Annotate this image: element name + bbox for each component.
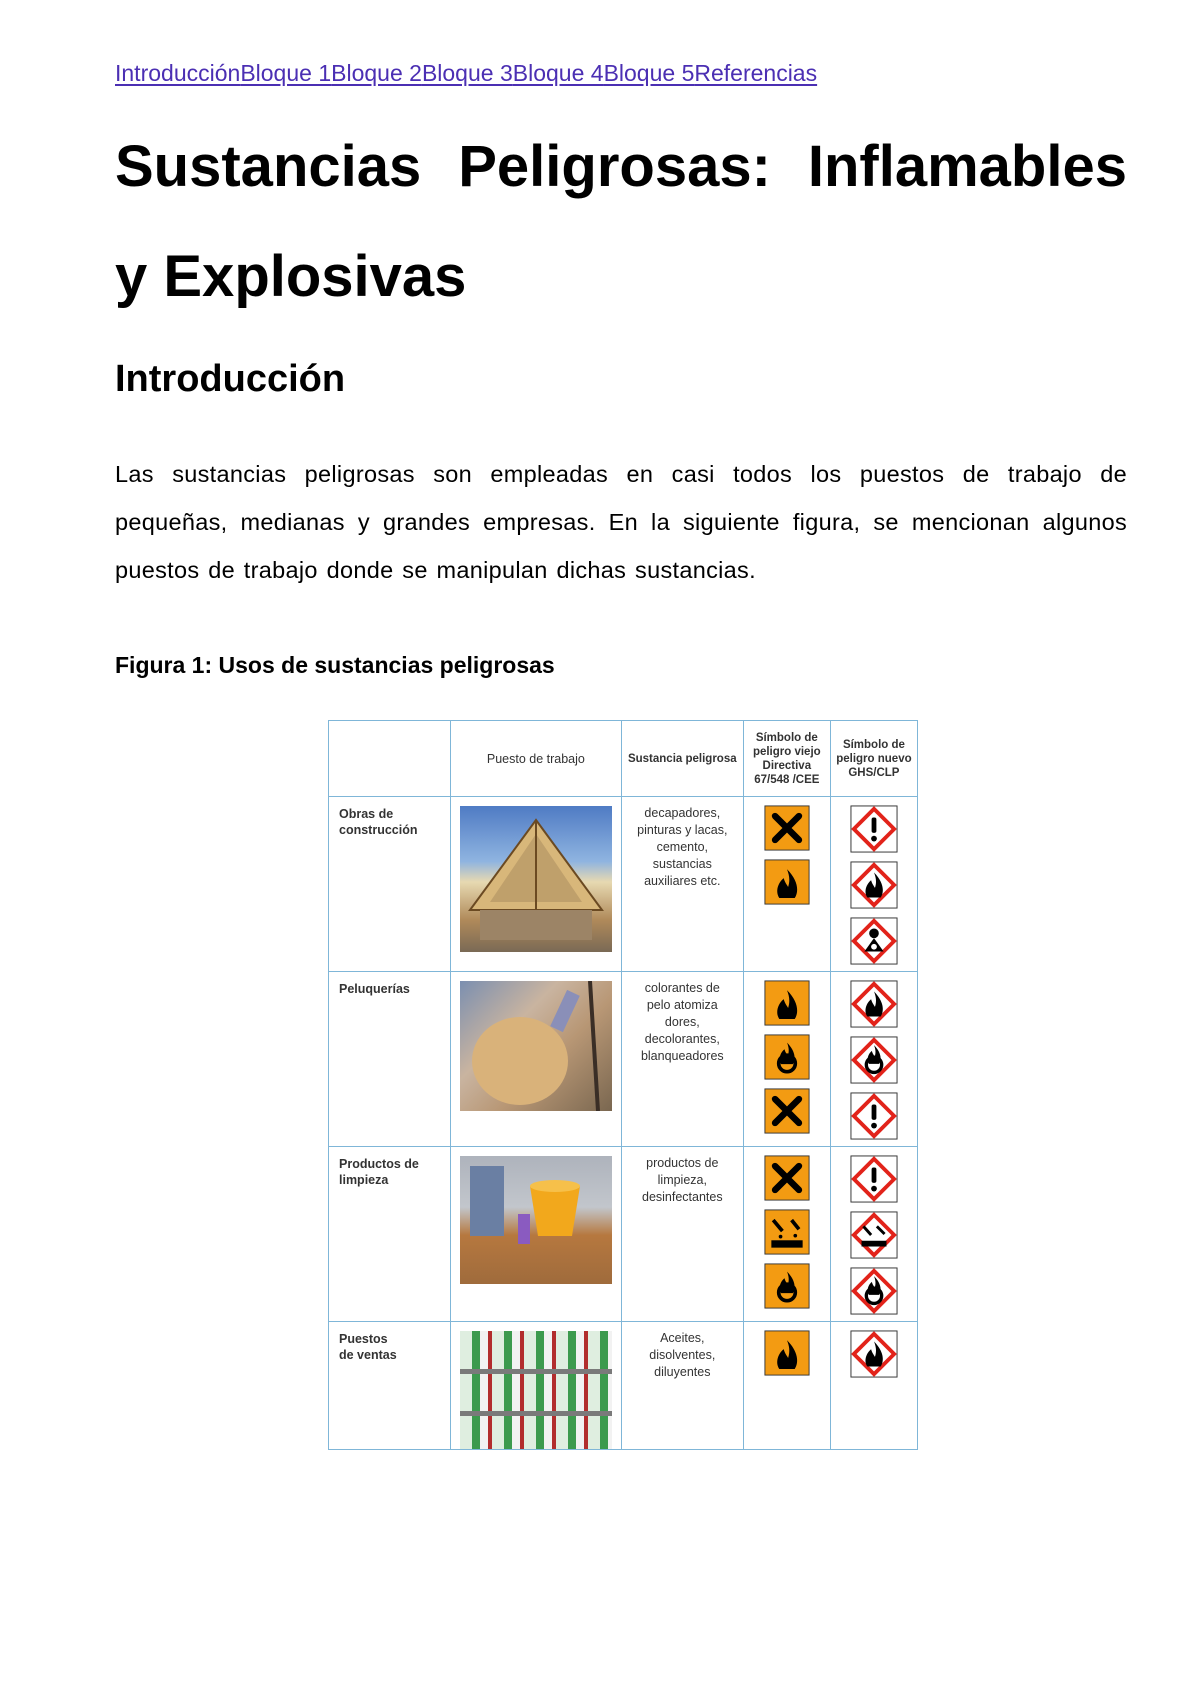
flame-icon (764, 1330, 810, 1376)
corrosive-diamond-icon (850, 1211, 898, 1259)
substance-cell: Aceites, disolventes, diluyentes (621, 1322, 743, 1450)
corrosive-icon (764, 1209, 810, 1255)
nav-link-bloque-5[interactable]: Bloque 5 (603, 60, 695, 86)
new-symbols-cell (830, 797, 917, 972)
table-row (329, 1322, 918, 1450)
header-substance: Sustancia peligrosa (621, 721, 743, 797)
intro-paragraph: Las sustancias peligrosas son empleadas en casi todos los puestos de trabajo de pequeñas, medianas y grandes empresas. En la siguiente figura, se mencionan algunos puestos de trabajo donde se manipulan dichas sustancias. (115, 461, 1127, 583)
figure-caption: Figura 1: Usos de sustancias peligrosas (115, 652, 555, 678)
substance-cell: colorantes de pelo atomiza dores, decolorantes, blanqueadores (621, 972, 743, 1147)
flame-diamond-icon (850, 1330, 898, 1378)
old-symbols-cell (743, 1147, 830, 1322)
row-label: Puestos de ventas (329, 1322, 451, 1450)
old-symbols-cell (743, 972, 830, 1147)
new-symbols-cell (830, 1322, 917, 1450)
flame-icon (764, 859, 810, 905)
hairdresser-photo (460, 981, 612, 1111)
page-title: Sustancias Peligrosas: Inflamables y Explosivas (115, 134, 1127, 309)
section-heading: Introducción (115, 358, 346, 400)
exclamation-diamond-icon (850, 1155, 898, 1203)
nav-link-bloque-2[interactable]: Bloque 2 (331, 60, 422, 86)
row-label: Obras de construcción (329, 797, 451, 972)
hazard-table (328, 720, 918, 1450)
harmful-x-icon (764, 1155, 810, 1201)
substance-cell: productos de limpieza, desinfectantes (621, 1147, 743, 1322)
photo-cell (450, 972, 621, 1147)
substance-cell: decapadores, pinturas y lacas, cemento, sustancias auxiliares etc. (621, 797, 743, 972)
oxidizer-icon (764, 1034, 810, 1080)
flame-diamond-icon (850, 861, 898, 909)
table-row (329, 797, 918, 972)
photo-cell (450, 1322, 621, 1450)
new-symbols-cell (830, 1147, 917, 1322)
cleaning-photo (460, 1156, 612, 1284)
exclamation-diamond-icon (850, 805, 898, 853)
exclamation-diamond-icon (850, 1092, 898, 1140)
old-symbols-cell (743, 797, 830, 972)
table-row (329, 972, 918, 1147)
header-old-symbol: Símbolo de peligro viejo Directiva 67/548 /CEE (743, 721, 830, 797)
row-label: Productos de limpieza (329, 1147, 451, 1322)
old-symbols-cell (743, 1322, 830, 1450)
oxidizer-diamond-icon (850, 1267, 898, 1315)
row-label: Peluquerías (329, 972, 451, 1147)
nav-link-bloque-1[interactable]: Bloque 1 (240, 60, 332, 86)
nav-link-introduccion[interactable]: Introducción (115, 60, 241, 86)
header-empty (329, 721, 451, 797)
harmful-x-icon (764, 805, 810, 851)
photo-cell (450, 1147, 621, 1322)
shop-shelves-photo (460, 1331, 612, 1449)
top-navigation (115, 60, 817, 87)
nav-link-bloque-4[interactable]: Bloque 4 (512, 60, 604, 86)
construction-photo (460, 806, 612, 952)
flame-icon (764, 980, 810, 1026)
flame-diamond-icon (850, 980, 898, 1028)
table-header-row (329, 721, 918, 797)
oxidizer-diamond-icon (850, 1036, 898, 1084)
nav-link-referencias[interactable]: Referencias (694, 60, 818, 86)
header-new-symbol: Símbolo de peligro nuevo GHS/CLP (830, 721, 917, 797)
photo-cell (450, 797, 621, 972)
harmful-x-icon (764, 1088, 810, 1134)
header-workplace: Puesto de trabajo (450, 721, 621, 797)
new-symbols-cell (830, 972, 917, 1147)
oxidizer-icon (764, 1263, 810, 1309)
table-row (329, 1147, 918, 1322)
nav-link-bloque-3[interactable]: Bloque 3 (421, 60, 513, 86)
health-hazard-diamond-icon (850, 917, 898, 965)
hazard-figure (328, 720, 918, 1446)
